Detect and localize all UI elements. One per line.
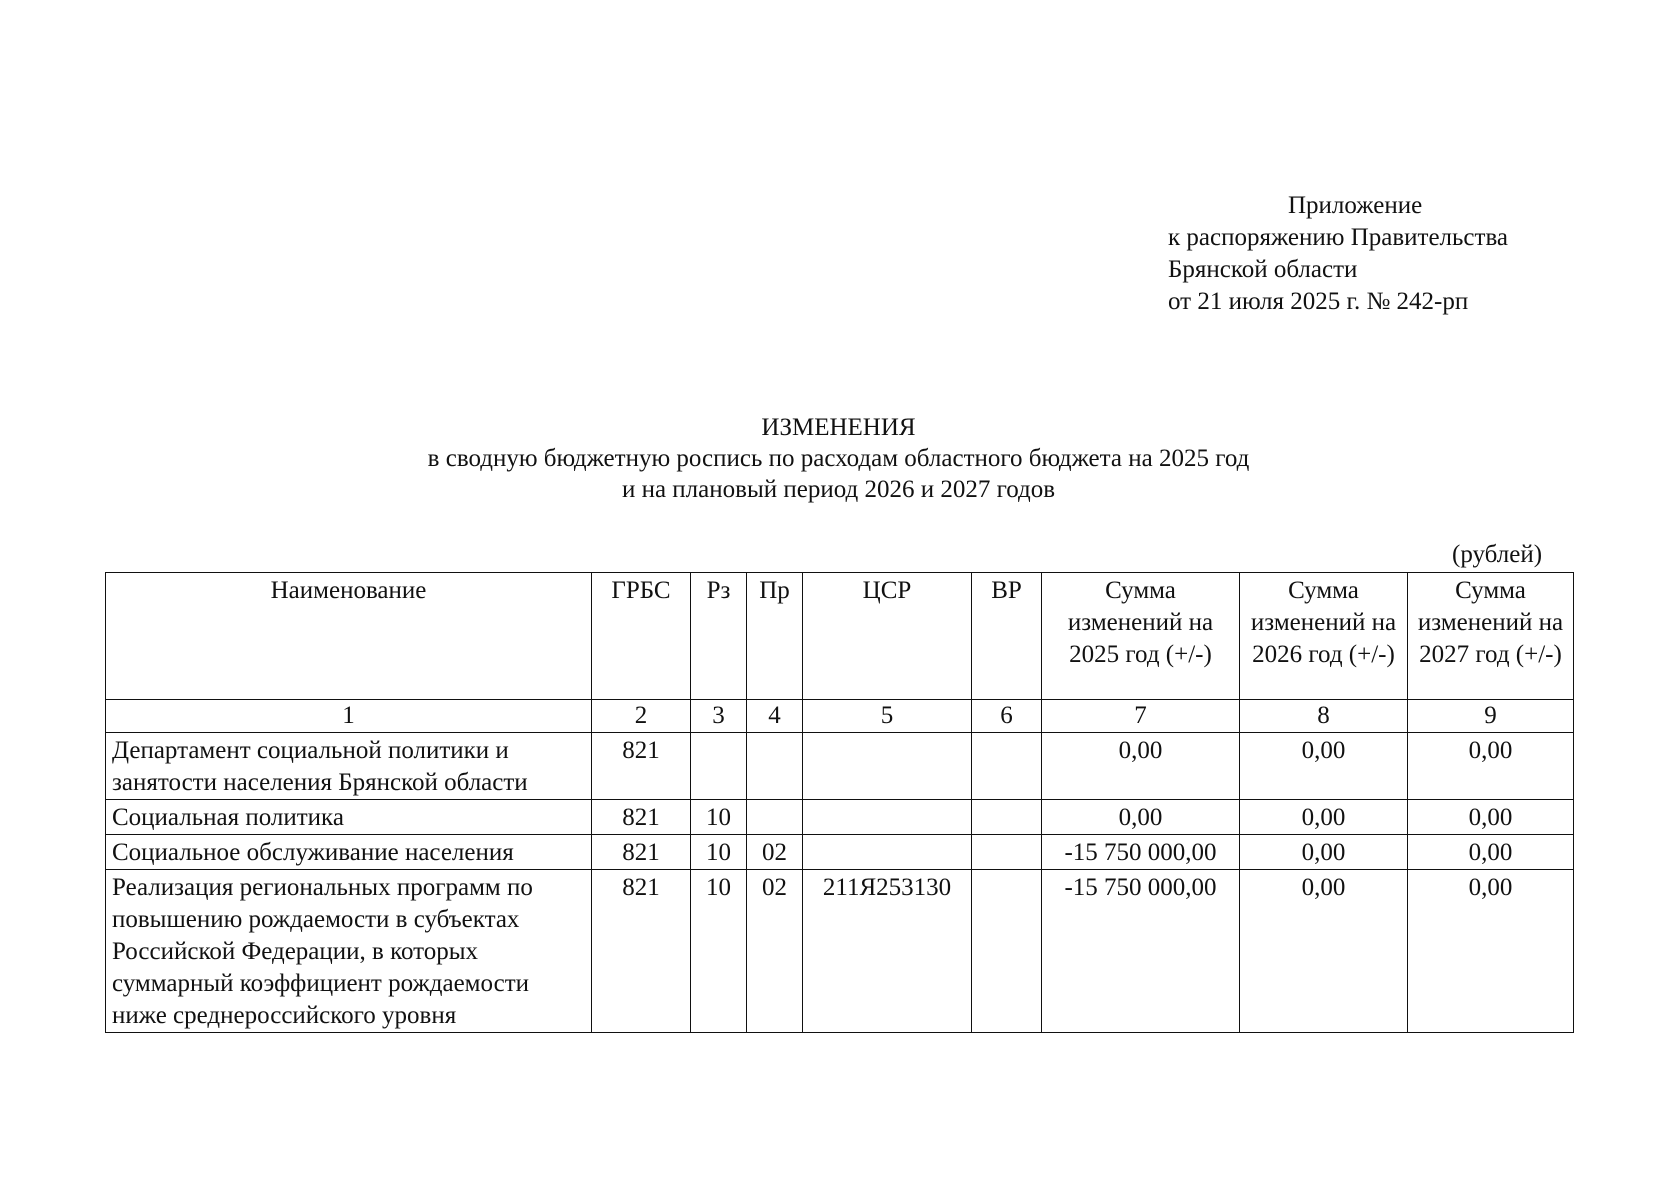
row-sum-2027: 0,00 [1408, 835, 1574, 870]
column-number: 7 [1042, 700, 1240, 733]
row-pr: 02 [747, 835, 803, 870]
row-rz: 10 [691, 870, 747, 1033]
row-sum-2026: 0,00 [1240, 800, 1408, 835]
row-grbs: 821 [592, 835, 691, 870]
row-name: Социальное обслуживание населения [106, 835, 592, 870]
row-sum-2025: 0,00 [1042, 800, 1240, 835]
row-vr [972, 835, 1042, 870]
header-grbs: ГРБС [592, 573, 691, 700]
row-sum-2027: 0,00 [1408, 800, 1574, 835]
header-rz: Рз [691, 573, 747, 700]
column-number: 8 [1240, 700, 1408, 733]
row-vr [972, 870, 1042, 1033]
row-sum-2027: 0,00 [1408, 870, 1574, 1033]
appendix-line-1: Приложение [1288, 192, 1423, 219]
row-grbs: 821 [592, 800, 691, 835]
appendix-line-3: Брянской области [1168, 256, 1358, 283]
row-rz: 10 [691, 800, 747, 835]
row-pr [747, 800, 803, 835]
budget-changes-table [105, 572, 1574, 1033]
header-sum-2025: Сумма изменений на 2025 год (+/-) [1042, 573, 1240, 700]
header-csr: ЦСР [803, 573, 972, 700]
column-number: 5 [803, 700, 972, 733]
table-row [106, 835, 1574, 870]
row-sum-2026: 0,00 [1240, 733, 1408, 800]
row-pr: 02 [747, 870, 803, 1033]
row-name: Социальная политика [106, 800, 592, 835]
units-label: (рублей) [1452, 541, 1543, 568]
header-vr: ВР [972, 573, 1042, 700]
document-title [0, 412, 1677, 505]
row-rz [691, 733, 747, 800]
row-name: Реализация региональных программ по повышению рождаемости в субъектах Российской Федерации, в которых суммарный коэффициент рождаемости ниже среднероссийского уровня [106, 870, 592, 1033]
table-header-row [106, 573, 1574, 700]
column-number: 6 [972, 700, 1042, 733]
row-csr [803, 835, 972, 870]
row-rz: 10 [691, 835, 747, 870]
row-csr [803, 800, 972, 835]
table-row [106, 800, 1574, 835]
row-grbs: 821 [592, 733, 691, 800]
row-csr: 211Я253130 [803, 870, 972, 1033]
table-row [106, 870, 1574, 1033]
table-row [106, 733, 1574, 800]
row-sum-2025: 0,00 [1042, 733, 1240, 800]
row-sum-2026: 0,00 [1240, 835, 1408, 870]
row-sum-2025: -15 750 000,00 [1042, 870, 1240, 1033]
appendix-block [1168, 190, 1508, 318]
column-number: 3 [691, 700, 747, 733]
row-csr [803, 733, 972, 800]
column-number: 2 [592, 700, 691, 733]
column-number: 4 [747, 700, 803, 733]
row-sum-2026: 0,00 [1240, 870, 1408, 1033]
row-vr [972, 733, 1042, 800]
row-pr [747, 733, 803, 800]
row-name: Департамент социальной политики и занятости населения Брянской области [106, 733, 592, 800]
header-pr: Пр [747, 573, 803, 700]
header-sum-2026: Сумма изменений на 2026 год (+/-) [1240, 573, 1408, 700]
column-number: 9 [1408, 700, 1574, 733]
appendix-line-4: от 21 июля 2025 г. № 242-рп [1168, 288, 1469, 315]
appendix-line-2: к распоряжению Правительства [1168, 224, 1509, 251]
row-vr [972, 800, 1042, 835]
header-sum-2027: Сумма изменений на 2027 год (+/-) [1408, 573, 1574, 700]
row-sum-2025: -15 750 000,00 [1042, 835, 1240, 870]
title-heading: ИЗМЕНЕНИЯ [761, 414, 916, 441]
title-line-3: и на плановый период 2026 и 2027 годов [621, 476, 1056, 503]
header-name: Наименование [106, 573, 592, 700]
column-number-row [106, 700, 1574, 733]
row-grbs: 821 [592, 870, 691, 1033]
row-sum-2027: 0,00 [1408, 733, 1574, 800]
title-line-2: в сводную бюджетную роспись по расходам областного бюджета на 2025 год [427, 445, 1250, 472]
column-number: 1 [106, 700, 592, 733]
